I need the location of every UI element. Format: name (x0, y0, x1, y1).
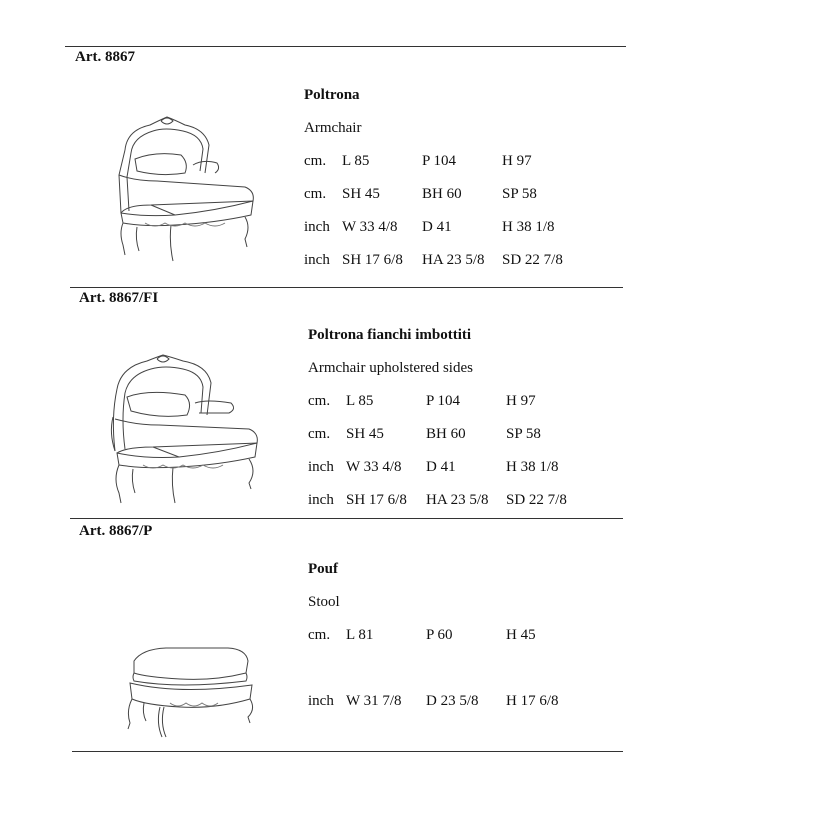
article-number: Art. 8867/P (79, 523, 153, 539)
dimension-value: P 104 (422, 153, 457, 169)
dimension-value: D 41 (422, 219, 452, 235)
product-subtitle: Armchair (304, 120, 362, 136)
unit-label: cm. (308, 393, 331, 409)
unit-label: inch (308, 492, 334, 508)
dimension-value: BH 60 (426, 426, 466, 442)
unit-label: inch (304, 219, 330, 235)
stool-drawing (120, 643, 260, 741)
section-divider-2 (70, 518, 623, 519)
dimension-value: W 33 4/8 (346, 459, 402, 475)
product-subtitle: Armchair upholstered sides (308, 360, 473, 376)
dimension-value: HA 23 5/8 (426, 492, 489, 508)
dimension-value: SH 45 (346, 426, 384, 442)
dimension-value: H 45 (506, 627, 536, 643)
armchair-drawing (105, 115, 260, 265)
unit-label: cm. (304, 153, 327, 169)
dimension-value: L 85 (346, 393, 374, 409)
product-title: Pouf (308, 561, 338, 577)
dimension-value: L 81 (346, 627, 374, 643)
dimension-value: W 31 7/8 (346, 693, 402, 709)
dimension-value: SP 58 (502, 186, 537, 202)
dimension-value: SH 17 6/8 (342, 252, 403, 268)
section-divider-1 (70, 287, 623, 288)
dimension-value: BH 60 (422, 186, 462, 202)
dimension-value: L 85 (342, 153, 370, 169)
dimension-value: H 97 (506, 393, 536, 409)
dimension-value: SP 58 (506, 426, 541, 442)
product-subtitle: Stool (308, 594, 340, 610)
section-divider-top (65, 46, 626, 47)
unit-label: cm. (304, 186, 327, 202)
dimension-value: SD 22 7/8 (506, 492, 567, 508)
article-number: Art. 8867 (75, 49, 135, 65)
dimension-value: P 104 (426, 393, 461, 409)
unit-label: inch (308, 693, 334, 709)
dimension-value: P 60 (426, 627, 453, 643)
product-title: Poltrona fianchi imbottiti (308, 327, 472, 343)
dimension-value: H 38 1/8 (502, 219, 555, 235)
dimension-value: HA 23 5/8 (422, 252, 485, 268)
dimension-value: D 23 5/8 (426, 693, 479, 709)
product-title: Poltrona (304, 87, 360, 103)
unit-label: inch (304, 252, 330, 268)
article-number: Art. 8867/FI (79, 290, 159, 306)
dimension-value: D 41 (426, 459, 456, 475)
dimension-value: SH 45 (342, 186, 380, 202)
upholstered-armchair-drawing (103, 353, 263, 508)
unit-label: cm. (308, 426, 331, 442)
unit-label: inch (308, 459, 334, 475)
section-divider-bottom (72, 751, 623, 752)
dimension-value: H 17 6/8 (506, 693, 559, 709)
dimension-value: H 97 (502, 153, 532, 169)
unit-label: cm. (308, 627, 331, 643)
dimension-value: W 33 4/8 (342, 219, 398, 235)
dimension-value: H 38 1/8 (506, 459, 559, 475)
dimension-value: SD 22 7/8 (502, 252, 563, 268)
dimension-value: SH 17 6/8 (346, 492, 407, 508)
